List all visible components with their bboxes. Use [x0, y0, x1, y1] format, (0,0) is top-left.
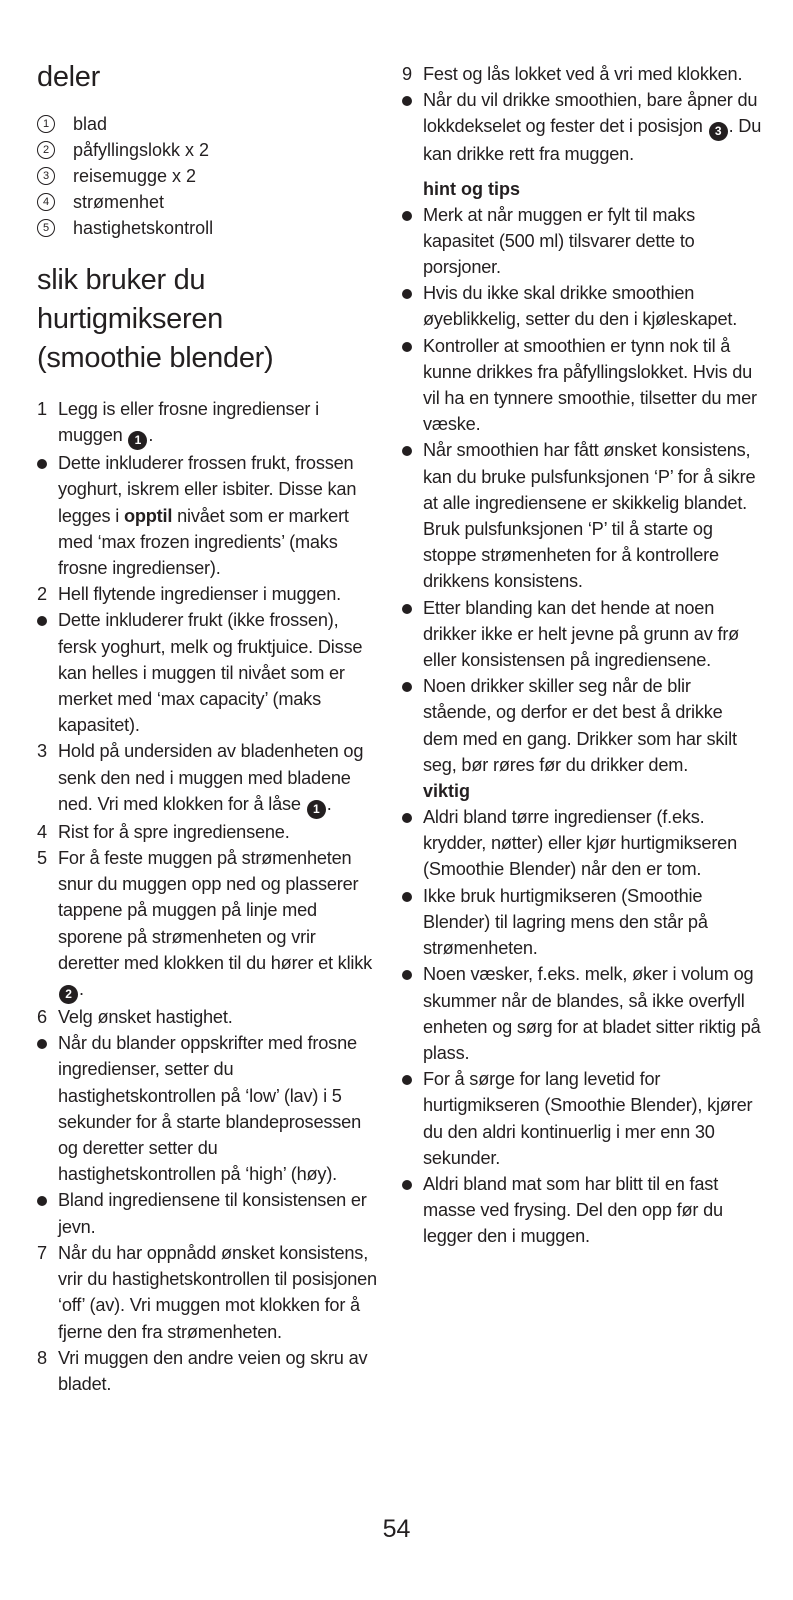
bullet-icon	[402, 1075, 412, 1085]
bullet-text: Aldri bland tørre ingredienser (f.eks. krydder, nøtter) eller kjør hurtigmikseren (Smoothie Blender) når den er tom.	[423, 807, 738, 880]
bullet-item	[402, 961, 762, 1066]
circled-number: 4	[37, 193, 55, 211]
bullet-item	[402, 673, 762, 778]
parts-item-label: blad	[73, 114, 108, 134]
parts-item	[37, 189, 377, 215]
bullet-icon	[402, 970, 412, 980]
parts-item	[37, 215, 377, 241]
step-number: 2	[37, 584, 47, 605]
bullet-text: For å sørge for lang levetid for hurtigmikseren (Smoothie Blender), kjører du den aldri kontinuerlig i mer enn 30 sekunder.	[423, 1069, 753, 1168]
step-text: Hold på undersiden av bladenheten og senk den ned i muggen med bladene ned. Vri med klokken for å låse	[58, 741, 364, 814]
bullet-item	[37, 1030, 377, 1187]
bullet-text: Når du blander oppskrifter med frosne ingredienser, setter du hastighetskontrollen på ‘low’ (lav) i 5 sekunder for å starte blandeprosessen og deretter setter du hastighetskontrollen på ‘high’ (høy).	[58, 1033, 361, 1185]
parts-item	[37, 111, 377, 137]
figure-ref-badge: 3	[709, 122, 728, 141]
step-item	[37, 1240, 377, 1345]
bullet-text: nivået som er markert med ‘max frozen ingredients’ (maks frosne ingredienser).	[58, 505, 349, 579]
step-number: 3	[37, 741, 47, 762]
bullet-text: Ikke bruk hurtigmikseren (Smoothie Blender) til lagring mens den står på strømenheten.	[423, 885, 708, 959]
bullet-text: Dette inkluderer frossen frukt, frossen yoghurt, iskrem eller isbiter. Disse kan legges i	[58, 453, 357, 526]
step-text: Velg ønsket hastighet.	[58, 1007, 233, 1028]
bullet-text: Hvis du ikke skal drikke smoothien øyeblikkelig, setter du den i kjøleskapet.	[423, 283, 738, 330]
hints-heading: hint og tips	[423, 178, 520, 199]
bullet-icon	[37, 1039, 47, 1049]
bullet-icon	[402, 1180, 412, 1190]
step-item: 3 Hold på undersiden av bladenheten og senk den ned i muggen med bladene ned. Vri med klokken for å låse 1 .	[37, 738, 377, 818]
left-column	[37, 0, 377, 1397]
bullet-item	[402, 333, 762, 438]
step-item: 1 Legg is eller frosne ingredienser i muggen 1 .	[37, 396, 377, 450]
bullet-icon	[37, 616, 47, 626]
bullet-icon	[402, 289, 412, 299]
parts-item-label: hastighetskontroll	[73, 218, 214, 238]
step-number: 1	[37, 399, 47, 419]
step-text: Rist for å spre ingrediensene.	[58, 821, 290, 842]
parts-heading: deler	[37, 61, 100, 93]
bullet-item	[402, 87, 762, 167]
circled-number: 3	[37, 167, 55, 185]
figure-ref-badge: 1	[307, 800, 326, 819]
step-text: Legg is eller frosne ingredienser i muggen	[58, 399, 319, 446]
hints-list	[402, 202, 762, 778]
parts-item-label: påfyllingslokk x 2	[73, 140, 210, 160]
bullet-item	[402, 202, 762, 281]
circled-number: 2	[37, 141, 55, 159]
bullet-item	[402, 883, 762, 962]
bullet-text: Bland ingrediensene til konsistensen er jevn.	[58, 1190, 367, 1237]
important-heading: viktig	[423, 781, 471, 802]
bullet-item	[37, 607, 377, 738]
usage-heading-line: (smoothie blender)	[37, 342, 274, 374]
bullet-icon	[402, 604, 412, 614]
bullet-text: Merk at når muggen er fylt til maks kapasitet (500 ml) tilsvarer dette to porsjoner.	[423, 204, 695, 278]
bullet-text: Aldri bland mat som har blitt til en fast masse ved frysing. Del den opp før du legger den i muggen.	[423, 1173, 723, 1247]
step-text: Fest og lås lokket ved å vri med klokken.	[423, 64, 743, 84]
bullet-icon	[402, 342, 412, 352]
step-number: 8	[37, 1347, 47, 1368]
bullet-icon	[37, 1196, 47, 1206]
usage-heading	[37, 261, 377, 378]
bullet-item	[402, 1171, 762, 1250]
bullet-icon	[402, 96, 412, 106]
bullet-item	[402, 1066, 762, 1171]
parts-item	[37, 163, 377, 189]
usage-heading-line: hurtigmikseren	[37, 303, 223, 335]
figure-ref-badge: 2	[59, 985, 78, 1004]
figure-ref-badge: 1	[128, 431, 147, 450]
bullet-text: Når du vil drikke smoothien, bare åpner du lokkdekselet og fester det i posisjon	[423, 90, 758, 137]
parts-list	[37, 111, 377, 241]
page-number: 54	[382, 1515, 411, 1543]
usage-steps	[37, 396, 377, 1397]
usage-heading-line: slik bruker du	[37, 264, 206, 296]
step-item: 5 For å feste muggen på strømenheten snur du muggen opp ned og plasserer tappene på muggen på linje med sporene på strømenheten og vrir deretter med klokken til du hører et klikk 2 .	[37, 845, 377, 1004]
step-number: 6	[37, 1007, 47, 1028]
step-item	[402, 61, 762, 87]
step-item	[37, 581, 377, 607]
bullet-icon	[402, 892, 412, 902]
bold-text: opptil	[123, 505, 173, 526]
step-item	[37, 1345, 377, 1397]
bullet-text: Etter blanding kan det hende at noen drikker ikke er helt jevne på grunn av frø eller konsistensen på ingrediensene.	[423, 597, 740, 671]
circled-number: 5	[37, 219, 55, 237]
bullet-icon	[402, 813, 412, 823]
bullet-text: . Du kan drikke rett fra muggen.	[423, 116, 762, 165]
bullet-text: Når smoothien har fått ønsket konsistens, kan du bruke pulsfunksjonen ‘P’ for å sikre at alle ingrediensene er skikkelig blandet. Bruk pulsfunksjonen ‘P’ til å starte og stoppe strømenheten for å kontrollere drikkens konsistens.	[423, 440, 756, 592]
bullet-text: Kontroller at smoothien er tynn nok til å kunne drikkes fra påfyllingslokket. Hvis du vil ha en tynnere smoothie, tilsetter du mer væske.	[423, 335, 757, 435]
bullet-icon	[402, 211, 412, 221]
step-number: 4	[37, 821, 47, 842]
parts-item-label: reisemugge x 2	[73, 166, 197, 186]
bullet-text: Dette inkluderer frukt (ikke frossen), fersk yoghurt, melk og fruktjuice. Disse kan helles i muggen til nivået som er merket med ‘max capacity’ (maks kapasitet).	[58, 610, 363, 736]
bullet-icon	[402, 446, 412, 456]
usage-steps-continued	[402, 61, 762, 168]
step-text: Hell flytende ingredienser i muggen.	[58, 584, 341, 605]
bullet-item	[37, 450, 377, 581]
step-text: Når du har oppnådd ønsket konsistens, vrir du hastighetskontrollen til posisjonen ‘off’ (av). Vri muggen mot klokken for å fjerne den fra strømenheten.	[58, 1242, 377, 1342]
right-column	[402, 61, 762, 1250]
step-number: 9	[402, 64, 412, 84]
bullet-text: Noen væsker, f.eks. melk, øker i volum og skummer når de blandes, så ikke overfyll enheten og sørg for at bladet sitter riktig på plass.	[423, 964, 761, 1063]
important-list	[402, 804, 762, 1249]
step-number: 5	[37, 848, 47, 869]
bullet-item	[402, 595, 762, 674]
bullet-item	[37, 1187, 377, 1239]
bullet-item	[402, 804, 762, 883]
bullet-icon	[37, 459, 47, 469]
bullet-item	[402, 280, 762, 332]
bullet-text: Noen drikker skiller seg når de blir stående, og derfor er det best å drikke dem med en gang. Drikker som har skilt seg, bør røres før du drikker dem.	[423, 676, 737, 775]
step-text: For å feste muggen på strømenheten snur du muggen opp ned og plasserer tappene på muggen på linje med sporene på strømenheten og vrir deretter med klokken til du hører et klikk	[58, 848, 373, 973]
parts-item	[37, 137, 377, 163]
step-number: 7	[37, 1242, 47, 1263]
step-item	[37, 819, 377, 845]
bullet-item	[402, 437, 762, 594]
step-item	[37, 1004, 377, 1030]
bullet-icon	[402, 682, 412, 692]
parts-item-label: strømenhet	[73, 192, 165, 212]
step-text: Vri muggen den andre veien og skru av bladet.	[58, 1347, 368, 1394]
circled-number: 1	[37, 115, 55, 133]
